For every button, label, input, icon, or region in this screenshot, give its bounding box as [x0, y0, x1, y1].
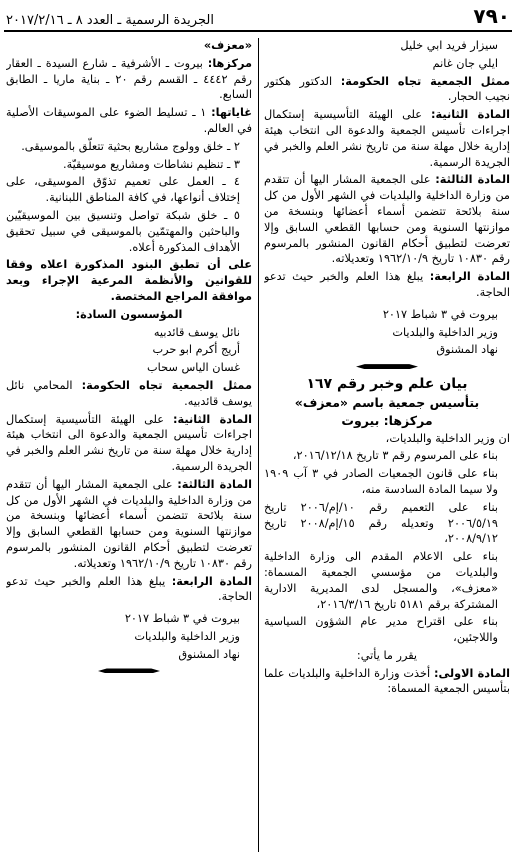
founder-name: نائل يوسف قائدبيه: [153, 325, 240, 339]
recital: بناء على التعميم رقم ١٠/إم/٢٠٠٦ تاريخ ٢٠٠٦/٥/١٩ وتعديله رقم ١٥/إم/٢٠٠٨ تاريخ ٢٠٠٨/٩/١٢،: [264, 500, 498, 546]
goal-item: ٢ ـ خلق وولوج مشاريع بحثية تتعلّق بالموسيقى.: [21, 139, 240, 153]
article-1: [264, 666, 510, 698]
article-text: على الهيئة التأسيسية إستكمال اجراءات تأسيس الجمعية والدعوة الى انتخاب هيئة إدارية خلال مهلة سنة من تاريخ نشر العلم والخبر في الجريدة الرسمية.: [6, 412, 252, 473]
hq-text: بيروت ـ الأشرفية ـ شارع السيدة ـ العقار رقم ٤٤٤٢ ـ القسم رقم ٢٠ ـ بناية ماريا ـ الطابق السابع.: [6, 56, 252, 102]
article-3: [6, 477, 252, 572]
association-name: «معزف»: [203, 39, 252, 52]
notice-subtitle: بتأسيس جمعية باسم «معزف»: [294, 394, 480, 410]
founders-label: المؤسسون السادة:: [75, 307, 183, 321]
recital: بناء على اقتراح مدير عام الشؤون السياسية واللاجئين،: [264, 615, 498, 645]
hq-label: مركزها:: [207, 56, 252, 70]
goal-item: ١ ـ تسليط الضوء على الموسيقات الأصلية في العالم.: [6, 106, 252, 135]
decides-line: يقرر ما يأتي:: [356, 648, 418, 662]
sign-date: بيروت في ٣ شباط ٢٠١٧: [124, 612, 240, 626]
goal-item: ٥ ـ خلق شبكة تواصل وتنسيق بين الموسيقيّين والباحثين والمهتمّين بالموسيقى في سبيل تحقيق الأهداف المذكورة أعلاه.: [6, 208, 240, 254]
article-text: على الجمعية المشار اليها أن تتقدم من وزارة الداخلية والبلديات في الشهر الأول من كل سنة بلائحة تتضمن أسماء أعضائها وبنسخة من موازنتها السنوية ومن حسابها القطعي السابق وإلا تعرضت لتطبيق أحكام القانون المنشور بالمرسوم رقم ١٠٨٣٠ تاريخ ١٩٦٢/١٠/٩ وتعديلاته.: [264, 173, 510, 266]
article-4: [6, 574, 252, 606]
founder-name: أريج أكرم ابو حرب: [152, 343, 240, 357]
article-label: المادة الثانية:: [173, 412, 252, 426]
issue-line: الجريدة الرسمية ـ العدد ٨ ـ ٢٠١٧/٢/١٦: [6, 13, 214, 28]
article-3: [264, 172, 510, 267]
article-label: المادة الرابعة:: [429, 270, 510, 284]
article-text: أخذت وزارة الداخلية والبلديات علما بتأسيس الجمعية المسماة:: [264, 666, 510, 696]
notice-title: بيان علم وخبر رقم ١٦٧: [306, 376, 468, 393]
right-column: [264, 38, 510, 852]
rep-label: ممثل الجمعية تجاه الحكومة:: [81, 378, 252, 392]
page-number: ٧٩٠: [473, 4, 510, 28]
rep-value: الدكتور هكتور نجيب الحجار.: [264, 74, 510, 104]
rep-label: ممثل الجمعية تجاه الحكومة:: [340, 74, 510, 88]
founder-name: ايلي جان غانم: [432, 56, 498, 70]
article-2: [264, 107, 510, 170]
sign-date: بيروت في ٣ شباط ٢٠١٧: [382, 307, 498, 321]
representative: [6, 378, 252, 410]
article-label: المادة الاولى:: [433, 666, 510, 680]
founder-name: سيزار فريد ابي خليل: [400, 39, 498, 52]
sign-name: نهاد المشنوق: [436, 343, 498, 357]
sign-name: نهاد المشنوق: [178, 647, 240, 661]
section-separator: [98, 668, 160, 673]
goal-item: ٤ ـ العمل على تعميم تذوّق الموسيقى، على إختلاف أنواعها، في كافة المناطق اللبنانية.: [6, 175, 240, 205]
sign-title: وزير الداخلية والبلديات: [134, 629, 240, 643]
sign-title: وزير الداخلية والبلديات: [392, 325, 498, 339]
section-separator: [356, 364, 418, 369]
rep-value: المحامي نائل يوسف قائدبيه.: [6, 378, 252, 408]
recital: بناء على قانون الجمعيات الصادر في ٣ آب ١٩٠٩ ولا سيما المادة السادسة منه،: [264, 467, 498, 496]
column-divider: [258, 38, 259, 852]
article-text: على الجمعية المشار اليها أن تتقدم من وزارة الداخلية والبلديات في الشهر الأول من كل سنة بلائحة تتضمن أسماء أعضائها وبنسخة من موازنتها السنوية ومن حسابها القطعي السابق وإلا تعرضت لتطبيق أحكام القانون المنشور بالمرسوم رقم ١٠٨٣٠ تاريخ ١٩٦٢/١٠/٩ وتعديلاته.: [6, 477, 252, 570]
goals: [6, 105, 252, 137]
article-text: يبلغ هذا العلم والخبر حيث تدعو الحاجة.: [264, 270, 510, 299]
article-label: المادة الثالثة:: [435, 173, 510, 187]
article-text: يبلغ هذا العلم والخبر حيث تدعو الحاجة.: [6, 574, 252, 604]
article-label: المادة الثانية:: [431, 108, 510, 122]
representative: [264, 74, 510, 106]
article-2: [6, 412, 252, 475]
compliance-clause: على أن تطبق البنود المذكورة اعلاه وفقا للقوانين والأنظمة المرعية الإجراء وبعد موافقة المراجع المختصة.: [6, 258, 252, 303]
page-header: [4, 4, 512, 32]
article-label: المادة الثالثة:: [177, 477, 252, 491]
minister-line: ان وزير الداخلية والبلديات،: [385, 431, 510, 445]
article-text: على الهيئة التأسيسية إستكمال اجراءات تأسيس الجمعية والدعوة الى انتخاب هيئة إدارية خلال مهلة سنة من تاريخ نشر العلم والخبر في الجريدة الرسمية.: [264, 108, 510, 169]
founder-name: غسان الياس سحاب: [147, 361, 240, 375]
recital: بناء على المرسوم رقم ٣ تاريخ ٢٠١٦/١٢/١٨،: [292, 449, 498, 463]
goal-item: ٣ ـ تنظيم نشاطات ومشاريع موسيقيّة.: [63, 157, 240, 171]
goals-label: غاياتها:: [211, 106, 252, 120]
article-label: المادة الرابعة:: [171, 574, 252, 588]
headquarters: [6, 56, 252, 103]
article-4: [264, 269, 510, 301]
recital: بناء على الاعلام المقدم الى وزارة الداخلية والبلديات من مؤسسي الجمعية المسماة: «معزف»، والمسجل لدى المديرية الادارية المشتركة برقم ٥١٨١ تاريخ ٢٠١٦/٣/١٦،: [264, 550, 498, 611]
notice-hq: مركزها: بيروت: [341, 412, 433, 428]
left-column: [6, 38, 252, 852]
